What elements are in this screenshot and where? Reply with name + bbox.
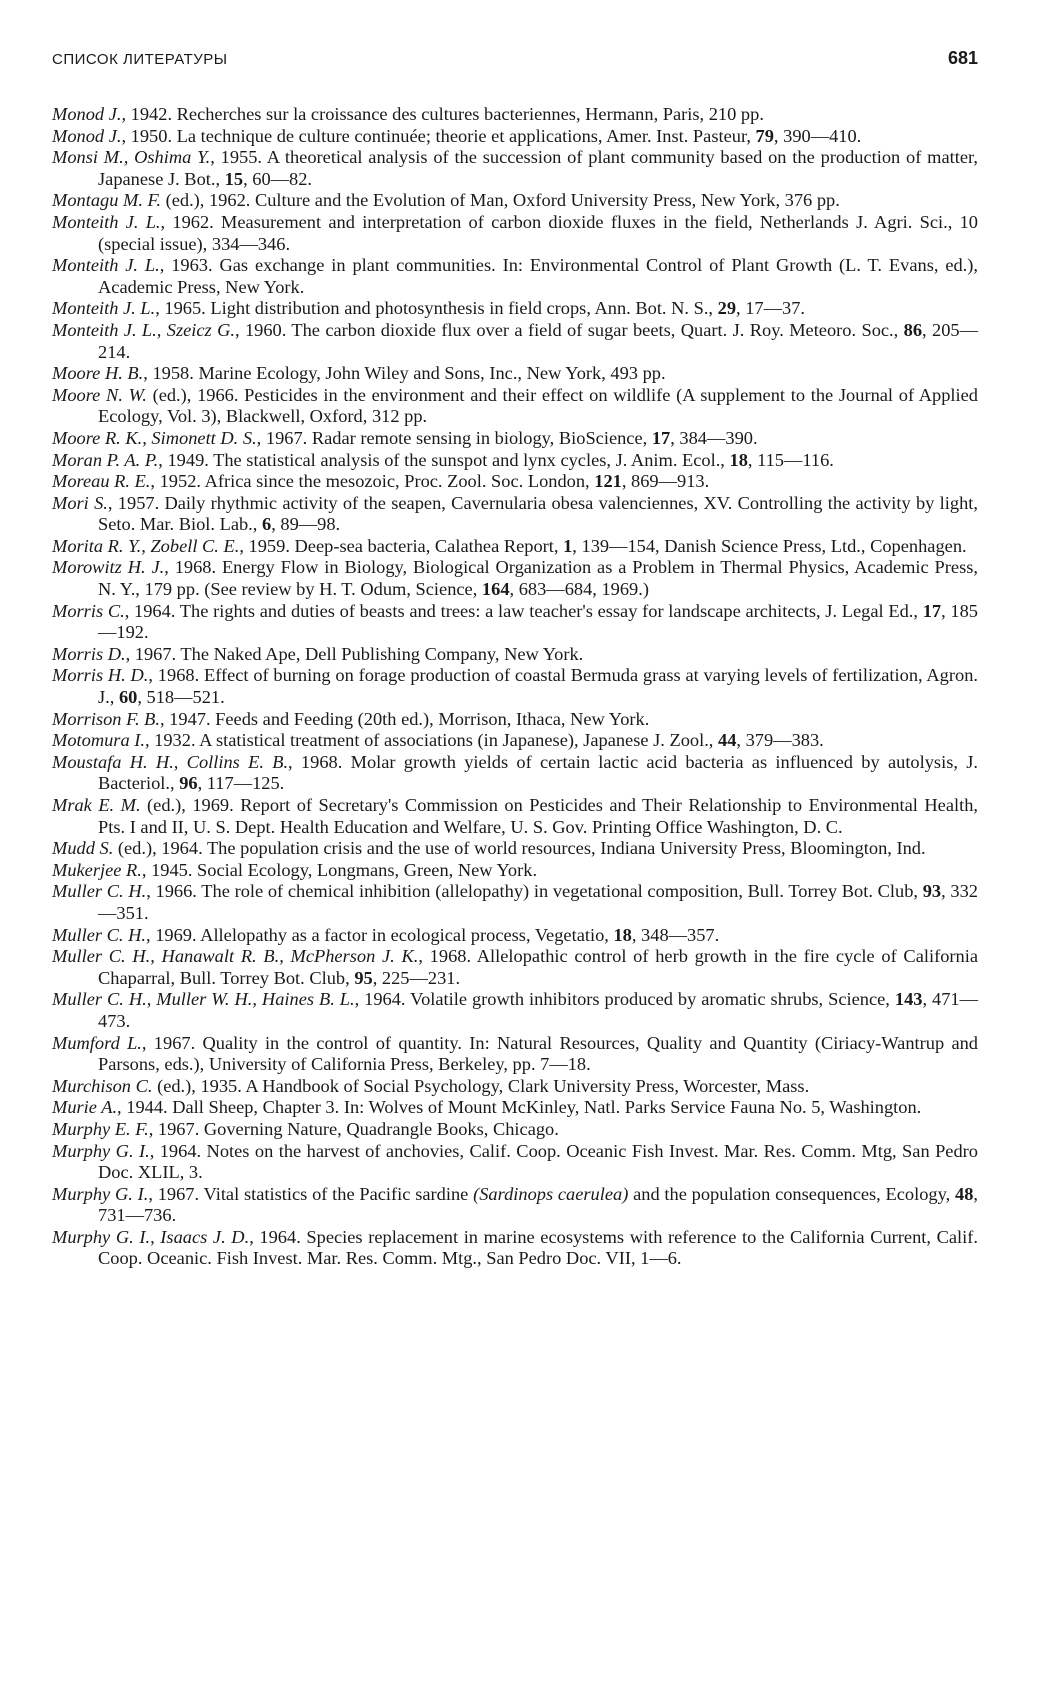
- reference-text: , 1947. Feeds and Feeding (20th ed.), Morrison, Ithaca, New York.: [159, 708, 650, 729]
- reference-author: Muller C. H., Hanawalt R. B., McPherson J. K.: [52, 946, 419, 967]
- reference-volume: 29: [717, 298, 737, 319]
- reference-entry: [52, 1141, 978, 1184]
- reference-text: , 1949. The statistical analysis of the sunspot and lynx cycles, J. Anim. Ecol.,: [158, 449, 730, 470]
- reference-text: , 1967. Governing Nature, Quadrangle Books, Chicago.: [148, 1118, 559, 1139]
- reference-text: , 518—521.: [137, 687, 225, 708]
- reference-text: , 1968. Allelopathic control of herb growth in the fire cycle of California Chaparral, Bull. Torrey Bot. Club,: [98, 946, 978, 988]
- reference-author: Morris D.: [52, 643, 126, 664]
- reference-text: , 731—736.: [98, 1183, 978, 1226]
- reference-author: Motomura I.: [52, 730, 145, 751]
- reference-author: Mukerjee R.: [52, 859, 142, 880]
- reference-text: , 1964. Notes on the harvest of anchovies, Calif. Coop. Oceanic Fish Invest. Mar. Res. Comm. Mtg, San Pedro Doc. XLIL, 3.: [98, 1140, 978, 1183]
- reference-text: , 1965. Light distribution and photosynthesis in field crops, Ann. Bot. N. S.,: [155, 298, 718, 319]
- reference-entry: [52, 752, 978, 795]
- reference-entry: [52, 493, 978, 536]
- reference-text: , 390—410.: [773, 125, 862, 146]
- reference-author: Muller C. H., Muller W. H., Haines B. L.: [52, 989, 355, 1010]
- reference-entry: [52, 212, 978, 255]
- reference-text: , 60—82.: [243, 168, 313, 189]
- reference-text: , 1957. Daily rhythmic activity of the seapen, Cavernularia obesa valenciennes, XV. Controlling the activity by light, Seto. Mar. Biol. Lab.,: [98, 492, 978, 535]
- reference-text: , 1932. A statistical treatment of associations (in Japanese), Japanese J. Zool.,: [144, 730, 719, 751]
- reference-author: Murie A.: [52, 1097, 118, 1118]
- reference-entry: [52, 881, 978, 924]
- reference-entry: [52, 860, 978, 882]
- reference-volume: 18: [729, 449, 748, 470]
- reference-text: , 1964. Species replacement in marine ecosystems with reference to the California Current, Calif. Coop. Oceanic. Fish Invest. Mar. Res. Comm. Mtg., San Pedro Doc. VII, 1—6.: [98, 1226, 978, 1269]
- reference-entry: [52, 147, 978, 190]
- reference-text: , 1966. The role of chemical inhibition (allelopathy) in vegetational composition, Bull. Torrey Bot. Club,: [146, 881, 923, 902]
- reference-author: (Sardinops caerulea): [473, 1183, 629, 1204]
- reference-entry: [52, 385, 978, 428]
- reference-author: Mori S.: [52, 492, 108, 513]
- reference-text: (ed.), 1935. A Handbook of Social Psychology, Clark University Press, Worcester, Mass.: [152, 1075, 810, 1096]
- reference-text: , 205—214.: [98, 319, 979, 362]
- reference-entry: [52, 644, 978, 666]
- reference-entry: [52, 1119, 978, 1141]
- reference-entry: [52, 428, 978, 450]
- reference-author: Mrak E. M.: [52, 795, 141, 815]
- reference-volume: 48: [955, 1183, 974, 1204]
- reference-text: , 1968. Energy Flow in Biology, Biological Organization as a Problem in Thermal Physics, Academic Press, N. Y., 179 pp. (See review by H. T. Odum, Science,: [98, 557, 978, 600]
- reference-volume: 1: [563, 535, 573, 556]
- reference-author: Morrison F. B.: [52, 708, 160, 729]
- reference-text: (ed.), 1966. Pesticides in the environment and their effect on wildlife (A supplement to the Journal of Applied Ecology, Vol. 3), Blackwell, Oxford, 312 pp.: [98, 384, 979, 427]
- reference-text: , 1968. Molar growth yields of certain lactic acid bacteria as influenced by autolysis, J. Bacteriol.,: [98, 751, 978, 794]
- reference-text: , 471—473.: [98, 989, 979, 1031]
- reference-text: , 1963. Gas exchange in plant communities. In: Environmental Control of Plant Growth (L. T. Evans, ed.), Academic Press, New York.: [98, 255, 978, 297]
- reference-text: , 1967. Quality in the control of quantity. In: Natural Resources, Quality and Quantity (Ciriacy-Wantrup and Parsons, eds.), University of California Press, Berkeley, pp. 7—18.: [98, 1032, 979, 1075]
- reference-author: Murchison C.: [52, 1075, 153, 1096]
- reference-text: , 1967. Vital statistics of the Pacific sardine: [148, 1183, 474, 1204]
- reference-author: Moustafa H. H., Collins E. B.: [52, 751, 289, 772]
- reference-volume: 15: [224, 168, 244, 189]
- reference-text: , 1959. Deep-sea bacteria, Calathea Report,: [239, 535, 564, 556]
- reference-author: Moran P. A. P.: [52, 449, 159, 470]
- reference-text: and the population consequences, Ecology,: [628, 1183, 955, 1204]
- page-number: 681: [947, 48, 978, 68]
- reference-text: , 1944. Dall Sheep, Chapter 3. In: Wolves of Mount McKinley, Natl. Parks Service Fauna No. 5, Washington.: [117, 1097, 922, 1118]
- reference-volume: 17: [651, 427, 671, 448]
- reference-text: , 379—383.: [736, 730, 824, 751]
- reference-entry: [52, 363, 978, 385]
- reference-text: , 1967. Radar remote sensing in biology, BioScience,: [256, 427, 652, 448]
- reference-text: , 1960. The carbon dioxide flux over a field of sugar beets, Quart. J. Roy. Meteoro. Soc.,: [234, 319, 904, 340]
- reference-author: Morris H. D.: [52, 665, 149, 686]
- reference-text: , 1968. Effect of burning on forage production of coastal Bermuda grass at varying levels of fertilization, Agron. J.,: [98, 665, 978, 708]
- reference-volume: 121: [594, 471, 622, 492]
- reference-author: Muller C. H.: [52, 881, 147, 902]
- reference-volume: 6: [261, 514, 272, 535]
- reference-text: , 384—390.: [670, 427, 758, 448]
- reference-text: (ed.), 1962. Culture and the Evolution of Man, Oxford University Press, New York, 376 pp.: [160, 190, 840, 211]
- reference-author: Monteith J. L., Szeicz G.: [52, 319, 235, 340]
- reference-list: [52, 104, 978, 1270]
- reference-volume: 79: [755, 125, 774, 146]
- reference-entry: [52, 730, 978, 752]
- reference-entry: [52, 665, 978, 708]
- reference-entry: [52, 1097, 978, 1119]
- reference-entry: [52, 709, 978, 731]
- reference-text: , 139—154, Danish Science Press, Ltd., Copenhagen.: [572, 535, 967, 556]
- reference-volume: 96: [179, 773, 198, 794]
- reference-text: , 1942. Recherches sur la croissance des cultures bacteriennes, Hermann, Paris, 210 pp.: [121, 104, 764, 124]
- reference-author: Morowitz H. J.: [52, 557, 165, 578]
- reference-volume: 44: [718, 730, 737, 751]
- page-header: [52, 48, 978, 78]
- reference-entry: [52, 320, 978, 363]
- reference-entry: [52, 104, 978, 126]
- reference-author: Murphy E. F.: [52, 1118, 149, 1139]
- reference-text: , 332—351.: [98, 881, 978, 923]
- reference-author: Monteith J. L.: [52, 211, 161, 232]
- reference-author: Monsi M., Oshima Y.: [52, 147, 211, 168]
- reference-author: Moore H. B.: [52, 363, 144, 384]
- reference-text: , 1967. The Naked Ape, Dell Publishing Company, New York.: [125, 643, 584, 664]
- reference-text: , 348—357.: [631, 924, 720, 945]
- reference-entry: [52, 1227, 978, 1270]
- reference-author: Monteith J. L.: [52, 255, 160, 276]
- reference-entry: [52, 795, 978, 838]
- reference-text: , 1964. Volatile growth inhibitors produced by aromatic shrubs, Science,: [354, 989, 895, 1010]
- reference-entry: [52, 601, 978, 644]
- reference-text: (ed.), 1964. The population crisis and the use of world resources, Indiana University Press, Bloomington, Ind.: [113, 838, 926, 859]
- reference-volume: 60: [118, 687, 138, 708]
- reference-text: , 1969. Allelopathy as a factor in ecological process, Vegetatio,: [146, 924, 614, 945]
- reference-author: Morita R. Y., Zobell C. E.: [52, 535, 240, 556]
- reference-text: , 683—684, 1969.): [509, 579, 649, 600]
- reference-volume: 17: [922, 600, 942, 621]
- reference-author: Monteith J. L.: [52, 298, 156, 319]
- reference-author: Moore R. K., Simonett D. S.: [52, 427, 257, 448]
- reference-text: , 1964. The rights and duties of beasts and trees: a law teacher's essay for landscape architects, J. Legal Ed.,: [124, 600, 923, 621]
- reference-text: , 185—192.: [98, 600, 978, 643]
- reference-text: , 1945. Social Ecology, Longmans, Green, New York.: [141, 859, 538, 880]
- reference-author: Morris C.: [52, 600, 125, 621]
- reference-text: , 117—125.: [197, 773, 285, 794]
- reference-volume: 164: [481, 579, 510, 600]
- reference-entry: [52, 989, 978, 1032]
- reference-author: Mudd S.: [52, 838, 114, 859]
- reference-entry: [52, 1033, 978, 1076]
- running-title: СПИСОК ЛИТЕРАТУРЫ: [52, 51, 228, 68]
- reference-text: (ed.), 1969. Report of Secretary's Commission on Pesticides and Their Relationship to Environmental Health, Pts. I and II, U. S. Dept. Health Education and Welfare, U. S. Gov. Printing Office Washington, D. C.: [98, 795, 978, 837]
- reference-author: Muller C. H.: [52, 924, 146, 945]
- reference-author: Moreau R. E.: [52, 471, 151, 492]
- reference-entry: [52, 190, 978, 212]
- reference-text: , 115—116.: [747, 449, 834, 470]
- reference-volume: 86: [903, 319, 923, 340]
- reference-volume: 143: [894, 989, 923, 1010]
- reference-entry: [52, 1076, 978, 1098]
- reference-text: , 1958. Marine Ecology, John Wiley and Sons, Inc., New York, 493 pp.: [143, 363, 666, 384]
- reference-entry: [52, 1184, 978, 1227]
- reference-text: , 1955. A theoretical analysis of the succession of plant community based on the production of matter, Japanese J. Bot.,: [98, 147, 978, 189]
- reference-entry: [52, 946, 978, 989]
- reference-entry: [52, 557, 978, 600]
- reference-text: , 1962. Measurement and interpretation of carbon dioxide fluxes in the field, Netherlands J. Agri. Sci., 10 (special issue), 334—346.: [98, 211, 978, 254]
- reference-text: , 17—37.: [736, 298, 805, 319]
- reference-text: , 1952. Africa since the mesozoic, Proc. Zool. Soc. London,: [150, 471, 595, 492]
- reference-author: Murphy G. I.: [52, 1183, 149, 1204]
- reference-entry: [52, 126, 978, 148]
- reference-entry: [52, 925, 978, 947]
- reference-entry: [52, 450, 978, 472]
- reference-entry: [52, 838, 978, 860]
- reference-entry: [52, 298, 978, 320]
- reference-entry: [52, 471, 978, 493]
- reference-text: , 89—98.: [271, 514, 341, 535]
- reference-author: Mumford L.: [52, 1032, 142, 1053]
- reference-entry: [52, 536, 978, 558]
- reference-volume: 18: [613, 924, 632, 945]
- reference-text: , 1950. La technique de culture continuée; theorie et applications, Amer. Inst. Pasteur,: [121, 125, 756, 146]
- reference-author: Monod J.: [52, 104, 122, 124]
- reference-text: , 225—231.: [372, 967, 461, 988]
- reference-author: Monod J.: [52, 125, 122, 146]
- reference-author: Montagu M. F.: [52, 190, 161, 211]
- reference-text: , 869—913.: [621, 471, 710, 492]
- reference-author: Murphy G. I., Isaacs J. D.: [52, 1226, 250, 1247]
- reference-author: Moore N. W.: [52, 384, 147, 405]
- reference-volume: 95: [354, 967, 373, 988]
- reference-author: Murphy G. I.: [52, 1140, 150, 1161]
- reference-volume: 93: [922, 881, 942, 902]
- reference-entry: [52, 255, 978, 298]
